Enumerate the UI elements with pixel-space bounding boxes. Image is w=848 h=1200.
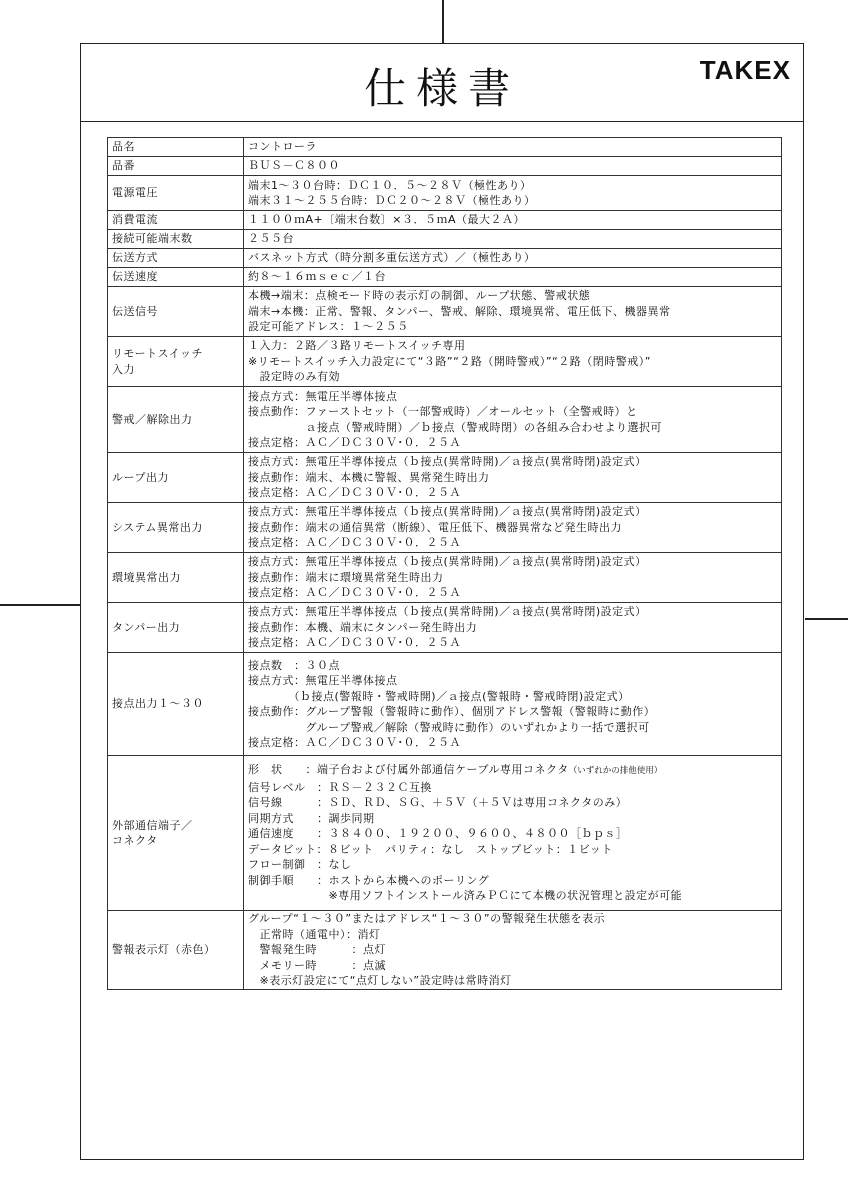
spec-value-line: 接点定格：ＡＣ／ＤＣ３０Ｖ･０．２５Ａ [248, 486, 461, 500]
spec-value-line: 設定可能アドレス：１～２５５ [248, 320, 409, 334]
spec-value-line: 接点動作：端末、本機に警報、異常発生時出力 [248, 470, 490, 484]
spec-label-line: ループ出力 [112, 470, 169, 484]
spec-label-line: 伝送信号 [112, 304, 158, 318]
crop-mark-top [442, 0, 444, 44]
spec-value [244, 230, 782, 249]
spec-value [244, 138, 782, 157]
spec-label [108, 653, 244, 756]
spec-label-line: 伝送方式 [112, 251, 158, 265]
spec-value [244, 287, 782, 337]
spec-value-line: 形 状 ：端子台および付属外部通信ケーブル専用コネクタ（いずれかの排他使用） [248, 763, 663, 777]
spec-label [108, 603, 244, 653]
spec-value [244, 211, 782, 230]
spec-row [108, 387, 782, 453]
spec-row [108, 603, 782, 653]
spec-row [108, 503, 782, 553]
spec-value-line: 端末→本機：正常、警報、タンパー、警戒、解除、環境異常、電圧低下、機器異常 [248, 304, 671, 318]
spec-value [244, 603, 782, 653]
spec-value-line: ※表示灯設定にて“点灯しない”設定時は常時消灯 [248, 974, 512, 987]
spec-row [108, 157, 782, 176]
spec-value-line: 接点方式：無電圧半導体接点（ｂ接点(異常時開)／ａ接点(異常時閉)設定式） [248, 455, 647, 469]
spec-value-line: 信号線 ：ＳＤ、ＲＤ、ＳＧ、＋５Ｖ（＋５Ｖは専用コネクタのみ） [248, 796, 628, 810]
spec-row [108, 287, 782, 337]
spec-value-line: 警報発生時 ：点灯 [248, 943, 386, 956]
spec-label-line: リモートスイッチ [112, 347, 204, 360]
spec-value-line: １１００ｍA+〔端末台数〕×３．５ｍA（最大２Ａ） [248, 213, 525, 227]
spec-row [108, 249, 782, 268]
spec-value-line: 接点方式：無電圧半導体接点（ｂ接点(異常時開)／ａ接点(異常時閉)設定式） [248, 605, 647, 619]
spec-value-line: 制御手順 ：ホストから本機へのポーリング [248, 873, 490, 887]
spec-value-line: 約８～１６ｍｓｅｃ／１台 [248, 270, 386, 284]
spec-value-line: 接点定格：ＡＣ／ＤＣ３０Ｖ･０．２５Ａ [248, 436, 461, 449]
spec-label-line: コネクタ [112, 834, 158, 847]
spec-label [108, 337, 244, 387]
spec-value-line: （ｂ接点(警報時・警戒時開)／ａ接点(警報時・警戒時閉)設定式） [248, 689, 630, 703]
spec-value-line: 接点定格：ＡＣ／ＤＣ３０Ｖ･０．２５Ａ [248, 736, 461, 749]
spec-label [108, 911, 244, 990]
spec-row [108, 211, 782, 230]
spec-value-line: ２５５台 [248, 232, 294, 246]
spec-sheet-frame [80, 43, 804, 1160]
spec-label [108, 756, 244, 911]
spec-value-note: （いずれかの排他使用） [568, 766, 663, 777]
spec-value [244, 337, 782, 387]
spec-label [108, 453, 244, 503]
spec-value-line: 接点方式：無電圧半導体接点 [248, 674, 398, 687]
spec-value-line: グループ警戒／解除（警戒時に動作）のいずれかより一括で選択可 [248, 720, 650, 734]
spec-value-line: 接点方式：無電圧半導体接点（ｂ接点(異常時開)／ａ接点(異常時閉)設定式） [248, 505, 647, 519]
spec-value [244, 387, 782, 453]
spec-label [108, 157, 244, 176]
spec-value-line: 信号レベル ：ＲＳ－２３２Ｃ互換 [248, 780, 432, 794]
spec-value-line: 接点数 ：３０点 [248, 658, 340, 672]
spec-value-line: 接点動作：ファーストセット（一部警戒時）／オールセット（全警戒時）と [248, 405, 638, 418]
spec-row [108, 268, 782, 287]
spec-value [244, 453, 782, 503]
spec-label [108, 268, 244, 287]
spec-label [108, 249, 244, 268]
spec-value-line: メモリー時 ：点滅 [248, 958, 386, 972]
spec-row [108, 176, 782, 211]
spec-label-line: 接点出力１～３０ [112, 697, 204, 711]
spec-label-line: 警報表示灯（赤色） [112, 943, 216, 956]
spec-label-line: 入力 [112, 362, 135, 376]
spec-value [244, 268, 782, 287]
spec-label-line: 外部通信端子／ [112, 818, 193, 832]
spec-label-line: 接続可能端末数 [112, 232, 193, 246]
spec-value-line: 設定時のみ有効 [248, 370, 340, 384]
spec-value [244, 249, 782, 268]
spec-value-line: ※リモートスイッチ入力設定にて“３路”“２路（開時警戒）”“２路（閉時警戒）” [248, 354, 651, 368]
spec-value [244, 911, 782, 990]
spec-label-line: タンパー出力 [112, 620, 181, 634]
spec-value-line: バスネット方式（時分割多重伝送方式）／（極性あり） [248, 251, 536, 265]
spec-value-line: 正常時（通電中）：消灯 [248, 927, 381, 941]
spec-value-line: 本機→端末：点検モード時の表示灯の制御、ループ状態、警戒状態 [248, 289, 591, 303]
spec-value-line: 接点動作：本機、端末にタンパー発生時出力 [248, 620, 478, 634]
spec-label [108, 387, 244, 453]
spec-label [108, 176, 244, 211]
spec-row [108, 756, 782, 911]
spec-value [244, 653, 782, 756]
spec-value-line: ＢＵＳ－Ｃ８００ [248, 159, 340, 173]
spec-value-line: 接点方式：無電圧半導体接点（ｂ接点(異常時開)／ａ接点(異常時閉)設定式） [248, 555, 647, 569]
spec-value-line: ※専用ソフトインストール済みＰＣにて本機の状況管理と設定が可能 [248, 889, 683, 903]
spec-label [108, 211, 244, 230]
spec-table [107, 137, 782, 990]
spec-row [108, 653, 782, 756]
spec-label-line: 警戒／解除出力 [112, 412, 193, 426]
spec-value-line: 接点動作：端末に環境異常発生時出力 [248, 570, 444, 584]
spec-label [108, 138, 244, 157]
spec-value-line: 端末1～３０台時：ＤＣ１０．５～２８Ｖ（極性あり） [248, 178, 532, 192]
spec-value-line: １入力：２路／３路リモートスイッチ専用 [248, 339, 466, 353]
spec-label-line: システム異常出力 [112, 520, 203, 534]
spec-label [108, 503, 244, 553]
spec-value-line: コントローラ [248, 140, 317, 154]
spec-label-line: 品番 [112, 159, 135, 173]
spec-row [108, 337, 782, 387]
spec-label-line: 伝送速度 [112, 270, 158, 284]
spec-value-line: 接点方式：無電圧半導体接点 [248, 389, 398, 403]
spec-value [244, 176, 782, 211]
spec-value-line: 接点定格：ＡＣ／ＤＣ３０Ｖ･０．２５Ａ [248, 586, 461, 600]
spec-label-line: 品名 [112, 140, 135, 154]
spec-label-line: 環境異常出力 [112, 570, 181, 584]
spec-value-line: データビット：８ビット パリティ：なし ストップビット：１ビット [248, 842, 613, 856]
spec-value [244, 503, 782, 553]
spec-value-line: 同期方式 ：調歩同期 [248, 811, 375, 825]
spec-value-line: フロー制御 ：なし [248, 858, 352, 872]
spec-value [244, 157, 782, 176]
spec-label [108, 287, 244, 337]
crop-mark-right [805, 618, 848, 620]
spec-value-line: グループ“１～３０”またはアドレス“１～３０”の警報発生状態を表示 [248, 912, 606, 925]
document-title: 仕様書 [363, 64, 520, 113]
spec-value [244, 756, 782, 911]
spec-label [108, 230, 244, 249]
spec-value-line: 接点定格：ＡＣ／ＤＣ３０Ｖ･０．２５Ａ [248, 536, 461, 550]
spec-row [108, 553, 782, 603]
spec-row [108, 138, 782, 157]
spec-value-line: 接点動作：グループ警報（警報時に動作）、個別アドレス警報（警報時に動作） [248, 705, 656, 718]
spec-value-line: 接点動作：端末の通信異常（断線）、電圧低下、機器異常など発生時出力 [248, 520, 622, 534]
spec-value-line: 通信速度 ：３８４００、１９２００、９６００、４８００［ｂｐｓ］ [248, 827, 628, 841]
spec-row [108, 230, 782, 249]
spec-label-line: 電源電圧 [112, 186, 158, 200]
crop-mark-left [0, 604, 80, 606]
brand-logo: TAKEX [699, 55, 791, 85]
spec-row [108, 453, 782, 503]
header [81, 44, 803, 122]
spec-value-line: ａ接点（警戒時開）／ｂ接点（警戒時閉）の各組み合わせより選択可 [248, 420, 662, 434]
spec-value-line: 接点定格：ＡＣ／ＤＣ３０Ｖ･０．２５Ａ [248, 636, 461, 650]
spec-value [244, 553, 782, 603]
spec-label-line: 消費電流 [112, 213, 158, 227]
spec-value-line: 端末３１～２５５台時：ＤＣ２０～２８Ｖ（極性あり） [248, 194, 536, 207]
spec-label [108, 553, 244, 603]
spec-row [108, 911, 782, 990]
